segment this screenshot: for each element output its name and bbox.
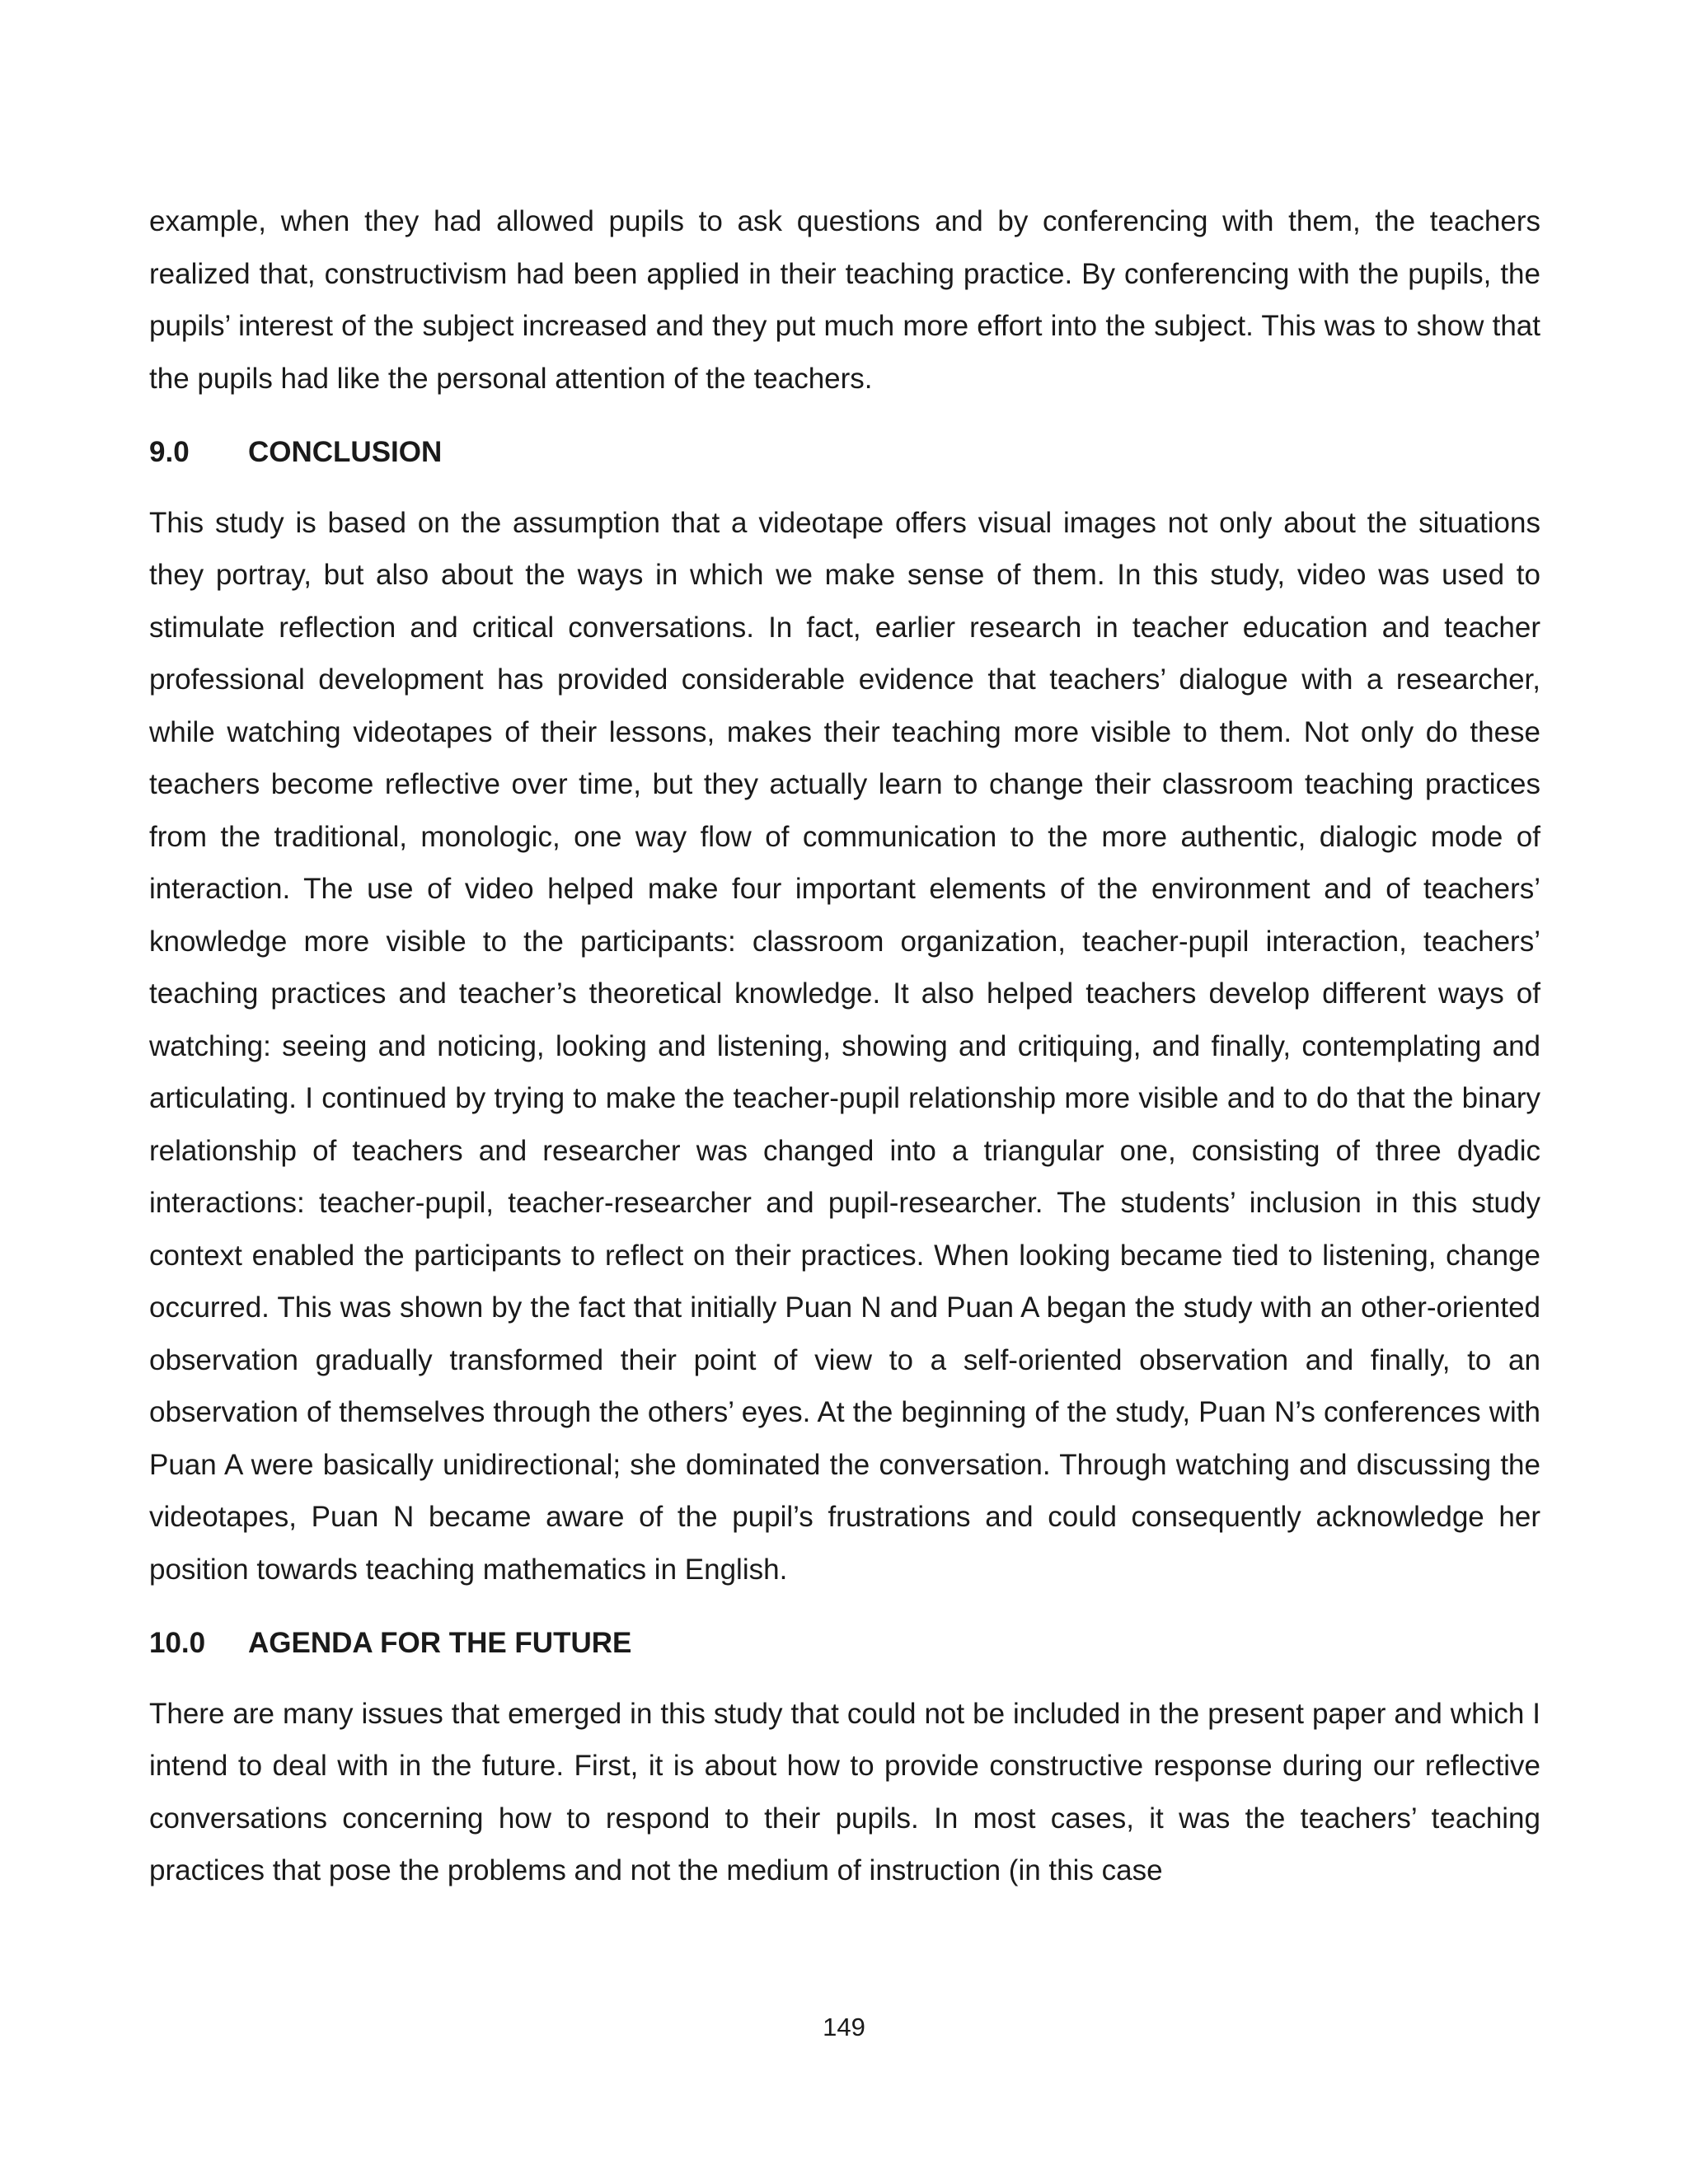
section-number: 10.0	[149, 1627, 206, 1659]
section-number: 9.0	[149, 436, 190, 468]
section-heading-agenda	[149, 1617, 1540, 1670]
intro-paragraph: example, when they had allowed pupils to ask questions and by conferencing with them, the teachers realized that, constructivism had been applied in their teaching practice. By conferencing with the pupils, the pupils’ interest of the subject increased and they put much more effort into the subject. This was to show that the pupils had like the personal attention of the teachers.	[149, 205, 1540, 395]
section-title: AGENDA FOR THE FUTURE	[248, 1627, 632, 1659]
section-title: CONCLUSION	[248, 436, 443, 468]
page-body	[149, 195, 1540, 1897]
page-number: 149	[823, 2013, 865, 2041]
conclusion-paragraph: This study is based on the assumption that a videotape offers visual images not only about the situations they portray, but also about the ways in which we make sense of them. In this study, video was used to stimulate reflection and critical conversations. In fact, earlier research in teacher education and teacher professional development has provided considerable evidence that teachers’ dialogue with a researcher, while watching videotapes of their lessons, makes their teaching more visible to them. Not only do these teachers become reflective over time, but they actually learn to change their classroom teaching practices from the traditional, monologic, one way flow of communication to the more authentic, dialogic mode of interaction. The use of video helped make four important elements of the environment and of teachers’ knowledge more visible to the participants: classroom organization, teacher-pupil interaction, teachers’ teaching practices and teacher’s theoretical knowledge. It also helped teachers develop different ways of watching: seeing and noticing, looking and listening, showing and critiquing, and finally, contemplating and articulating. I continued by trying to make the teacher-pupil relationship more visible and to do that the binary relationship of teachers and researcher was changed into a triangular one, consisting of three dyadic interactions: teacher-pupil, teacher-researcher and pupil-researcher. The students’ inclusion in this study context enabled the participants to reflect on their practices. When looking became tied to listening, change occurred. This was shown by the fact that initially Puan N and Puan A began the study with an other-oriented observation gradually transformed their point of view to a self-oriented observation and finally, to an observation of themselves through the others’ eyes. At the beginning of the study, Puan N’s conferences with Puan A were basically unidirectional; she dominated the conversation. Through watching and discussing the videotapes, Puan N became aware of the pupil’s frustrations and could consequently acknowledge her position towards teaching mathematics in English.	[149, 506, 1540, 1586]
section-heading-conclusion	[149, 426, 1540, 479]
agenda-paragraph: There are many issues that emerged in this study that could not be included in the present paper and which I intend to deal with in the future. First, it is about how to provide constructive response during our reflective conversations concerning how to respond to their pupils. In most cases, it was the teachers’ teaching practices that pose the problems and not the medium of instruction (in this case	[149, 1697, 1540, 1886]
